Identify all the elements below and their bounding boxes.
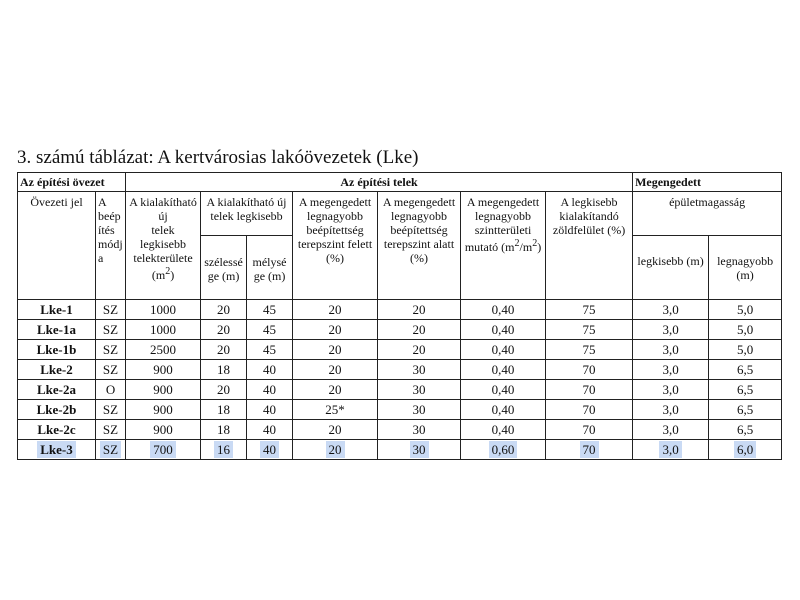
- cell-value: 40: [263, 381, 277, 397]
- cell-code: [18, 360, 96, 380]
- header-min-plot-area: [126, 192, 201, 300]
- cell-value: 6,5: [736, 381, 754, 397]
- header-plot-group: Az építési telek: [126, 173, 633, 192]
- cell-depth: [247, 360, 293, 380]
- cell-value: 30: [410, 441, 429, 458]
- table-row: [18, 420, 782, 440]
- table-row: [18, 320, 782, 340]
- cell-hmax: [709, 340, 782, 360]
- cell-code: [18, 300, 96, 320]
- cell-value: Lke-1a: [37, 321, 76, 337]
- cell-value: 45: [263, 301, 277, 317]
- cell-green: [546, 400, 633, 420]
- cell-value: 20: [328, 341, 342, 357]
- cell-width: [201, 300, 247, 320]
- cell-value: 6,5: [736, 421, 754, 437]
- table-title: 3. számú táblázat: A kertvárosias lakóövezetek (Lke): [17, 147, 419, 168]
- cell-hmin: [633, 360, 709, 380]
- cell-value: 0,40: [491, 421, 515, 437]
- cell-value: SZ: [102, 301, 119, 317]
- cell-value: SZ: [100, 441, 121, 458]
- header-coverage-below: A megengedett legnagyobb beépítettség terepszint alatt (%): [378, 192, 461, 300]
- cell-width: [201, 440, 247, 460]
- header-building-height: épületmagasság: [633, 192, 782, 236]
- table-row: [18, 300, 782, 320]
- header-floor-ratio: [461, 192, 546, 300]
- cell-hmin: [633, 400, 709, 420]
- cell-value: 45: [263, 341, 277, 357]
- cell-ratio: [461, 340, 546, 360]
- table-row: [18, 400, 782, 420]
- cell-width: [201, 360, 247, 380]
- cell-ratio: [461, 380, 546, 400]
- cell-value: 900: [153, 421, 173, 437]
- cell-value: 3,0: [662, 321, 679, 337]
- cell-cov-above: [293, 320, 378, 340]
- cell-value: Lke-2a: [37, 381, 76, 397]
- cell-value: 30: [412, 361, 426, 377]
- cell-area: [126, 400, 201, 420]
- floor-ratio-sup1: 2: [514, 238, 520, 249]
- cell-value: 20: [217, 381, 231, 397]
- cell-value: 3,0: [662, 361, 679, 377]
- cell-code: [18, 340, 96, 360]
- cell-value: 20: [412, 341, 426, 357]
- header-max-height: legnagyobb (m): [709, 236, 782, 300]
- cell-green: [546, 300, 633, 320]
- cell-hmin: [633, 380, 709, 400]
- cell-value: Lke-3: [37, 441, 76, 458]
- cell-code: [18, 400, 96, 420]
- cell-value: 30: [412, 381, 426, 397]
- cell-value: 20: [412, 301, 426, 317]
- cell-depth: [247, 420, 293, 440]
- cell-mode: [96, 440, 126, 460]
- cell-value: 70: [582, 401, 596, 417]
- cell-cov-below: [378, 440, 461, 460]
- cell-depth: [247, 300, 293, 320]
- cell-value: 40: [263, 361, 277, 377]
- cell-area: [126, 440, 201, 460]
- cell-ratio: [461, 420, 546, 440]
- cell-value: 700: [150, 441, 176, 458]
- cell-code: [18, 380, 96, 400]
- cell-depth: [247, 380, 293, 400]
- cell-value: 18: [217, 421, 231, 437]
- cell-cov-above: [293, 360, 378, 380]
- cell-value: 40: [260, 441, 279, 458]
- cell-value: 3,0: [662, 421, 679, 437]
- cell-mode: [96, 300, 126, 320]
- floor-ratio-sup2: 2: [532, 238, 538, 249]
- cell-green: [546, 360, 633, 380]
- cell-value: 0,40: [491, 321, 515, 337]
- cell-mode: [96, 340, 126, 360]
- min-plot-area-sup: 2: [165, 266, 171, 277]
- cell-value: SZ: [102, 321, 119, 337]
- cell-value: 2500: [150, 341, 177, 357]
- cell-cov-above: [293, 300, 378, 320]
- cell-value: 5,0: [736, 341, 754, 357]
- cell-value: 6,5: [736, 401, 754, 417]
- cell-value: Lke-2c: [37, 421, 76, 437]
- cell-hmax: [709, 300, 782, 320]
- cell-value: 5,0: [736, 301, 754, 317]
- floor-ratio-mid: /m: [519, 240, 533, 254]
- cell-ratio: [461, 360, 546, 380]
- table-row: [18, 340, 782, 360]
- cell-hmin: [633, 440, 709, 460]
- min-plot-area-end: ): [170, 268, 175, 282]
- cell-cov-below: [378, 300, 461, 320]
- cell-value: 18: [217, 361, 231, 377]
- cell-value: 0,40: [491, 381, 515, 397]
- cell-hmin: [633, 420, 709, 440]
- cell-value: 20: [328, 361, 342, 377]
- cell-value: 25*: [325, 401, 345, 417]
- cell-value: 3,0: [662, 301, 679, 317]
- cell-cov-above: [293, 340, 378, 360]
- cell-hmax: [709, 440, 782, 460]
- cell-width: [201, 380, 247, 400]
- cell-value: 75: [582, 301, 596, 317]
- cell-value: 3,0: [662, 401, 679, 417]
- cell-value: SZ: [102, 341, 119, 357]
- header-zone-group: Az építési övezet: [18, 173, 126, 192]
- cell-code: [18, 320, 96, 340]
- cell-value: 0,40: [491, 361, 515, 377]
- header-allowed-group: Megengedett: [633, 173, 782, 192]
- min-plot-area-line1: A kialakítható új: [129, 195, 197, 223]
- header-coverage-above: A megengedett legnagyobb beépítettség terepszint felett (%): [293, 192, 378, 300]
- cell-cov-below: [378, 420, 461, 440]
- cell-value: SZ: [102, 361, 119, 377]
- cell-value: 20: [328, 381, 342, 397]
- cell-cov-below: [378, 380, 461, 400]
- cell-depth: [247, 400, 293, 420]
- cell-code: [18, 440, 96, 460]
- floor-ratio-text: A megengedett legnagyobb szintterületi mutató (m: [464, 195, 540, 254]
- cell-width: [201, 420, 247, 440]
- cell-hmax: [709, 360, 782, 380]
- table-row: [18, 380, 782, 400]
- cell-value: 1000: [150, 321, 177, 337]
- cell-value: 6,5: [736, 361, 754, 377]
- zoning-table: [17, 172, 782, 460]
- cell-cov-below: [378, 400, 461, 420]
- header-width: szélessé ge (m): [201, 236, 247, 300]
- min-plot-area-line2: telek legkisebb telekterülete (m: [133, 223, 193, 282]
- cell-value: 900: [153, 401, 173, 417]
- header-zone-code: Övezeti jel: [18, 192, 96, 300]
- cell-hmax: [709, 380, 782, 400]
- cell-green: [546, 420, 633, 440]
- cell-ratio: [461, 400, 546, 420]
- cell-value: O: [105, 381, 116, 397]
- cell-width: [201, 400, 247, 420]
- cell-depth: [247, 440, 293, 460]
- cell-value: 20: [217, 341, 231, 357]
- cell-value: 20: [217, 321, 231, 337]
- cell-green: [546, 340, 633, 360]
- cell-hmin: [633, 300, 709, 320]
- cell-value: 20: [328, 301, 342, 317]
- cell-value: 3,0: [659, 441, 681, 458]
- cell-value: 16: [214, 441, 233, 458]
- cell-value: 30: [412, 401, 426, 417]
- cell-value: SZ: [102, 421, 119, 437]
- header-min-plot-group: A kialakítható új telek legkisebb: [201, 192, 293, 236]
- header-green-area: A legkisebb kialakítandó zöldfelület (%): [546, 192, 633, 300]
- cell-value: 70: [582, 381, 596, 397]
- cell-area: [126, 320, 201, 340]
- cell-cov-above: [293, 400, 378, 420]
- cell-cov-above: [293, 380, 378, 400]
- cell-value: 0,60: [489, 441, 518, 458]
- cell-hmax: [709, 420, 782, 440]
- cell-area: [126, 340, 201, 360]
- cell-area: [126, 300, 201, 320]
- cell-cov-above: [293, 440, 378, 460]
- cell-value: 70: [582, 421, 596, 437]
- cell-hmax: [709, 320, 782, 340]
- cell-value: 6,0: [734, 441, 756, 458]
- cell-value: 1000: [150, 301, 177, 317]
- cell-width: [201, 320, 247, 340]
- cell-depth: [247, 320, 293, 340]
- cell-value: 0,40: [491, 401, 515, 417]
- cell-value: 20: [328, 421, 342, 437]
- cell-mode: [96, 380, 126, 400]
- header-depth: mélysé ge (m): [247, 236, 293, 300]
- cell-value: 75: [582, 321, 596, 337]
- cell-width: [201, 340, 247, 360]
- header-build-mode: A beép ítés módj a: [96, 192, 126, 300]
- cell-green: [546, 440, 633, 460]
- cell-depth: [247, 340, 293, 360]
- cell-value: 40: [263, 401, 277, 417]
- cell-value: Lke-2: [40, 361, 73, 377]
- cell-green: [546, 320, 633, 340]
- table-row: [18, 360, 782, 380]
- cell-ratio: [461, 300, 546, 320]
- cell-value: 20: [326, 441, 345, 458]
- cell-value: Lke-1b: [36, 341, 77, 357]
- header-min-height: legkisebb (m): [633, 236, 709, 300]
- cell-value: 900: [153, 361, 173, 377]
- cell-value: Lke-2b: [36, 401, 77, 417]
- cell-code: [18, 420, 96, 440]
- cell-area: [126, 420, 201, 440]
- cell-value: 40: [263, 421, 277, 437]
- table-row: [18, 440, 782, 460]
- cell-hmin: [633, 340, 709, 360]
- cell-cov-below: [378, 360, 461, 380]
- floor-ratio-end: ): [537, 240, 542, 254]
- cell-mode: [96, 360, 126, 380]
- cell-value: 900: [153, 381, 173, 397]
- cell-cov-below: [378, 320, 461, 340]
- cell-value: 0,40: [491, 341, 515, 357]
- cell-value: Lke-1: [40, 301, 73, 317]
- cell-value: 3,0: [662, 341, 679, 357]
- cell-cov-above: [293, 420, 378, 440]
- cell-green: [546, 380, 633, 400]
- cell-area: [126, 380, 201, 400]
- cell-value: 75: [582, 341, 596, 357]
- cell-value: SZ: [102, 401, 119, 417]
- cell-ratio: [461, 440, 546, 460]
- cell-hmax: [709, 400, 782, 420]
- cell-mode: [96, 420, 126, 440]
- cell-ratio: [461, 320, 546, 340]
- cell-value: 0,40: [491, 301, 515, 317]
- cell-value: 5,0: [736, 321, 754, 337]
- cell-value: 20: [328, 321, 342, 337]
- cell-value: 70: [580, 441, 599, 458]
- cell-hmin: [633, 320, 709, 340]
- cell-value: 45: [263, 321, 277, 337]
- cell-cov-below: [378, 340, 461, 360]
- cell-value: 20: [412, 321, 426, 337]
- cell-value: 3,0: [662, 381, 679, 397]
- cell-mode: [96, 320, 126, 340]
- cell-value: 70: [582, 361, 596, 377]
- cell-value: 18: [217, 401, 231, 417]
- cell-value: 20: [217, 301, 231, 317]
- cell-mode: [96, 400, 126, 420]
- cell-area: [126, 360, 201, 380]
- cell-value: 30: [412, 421, 426, 437]
